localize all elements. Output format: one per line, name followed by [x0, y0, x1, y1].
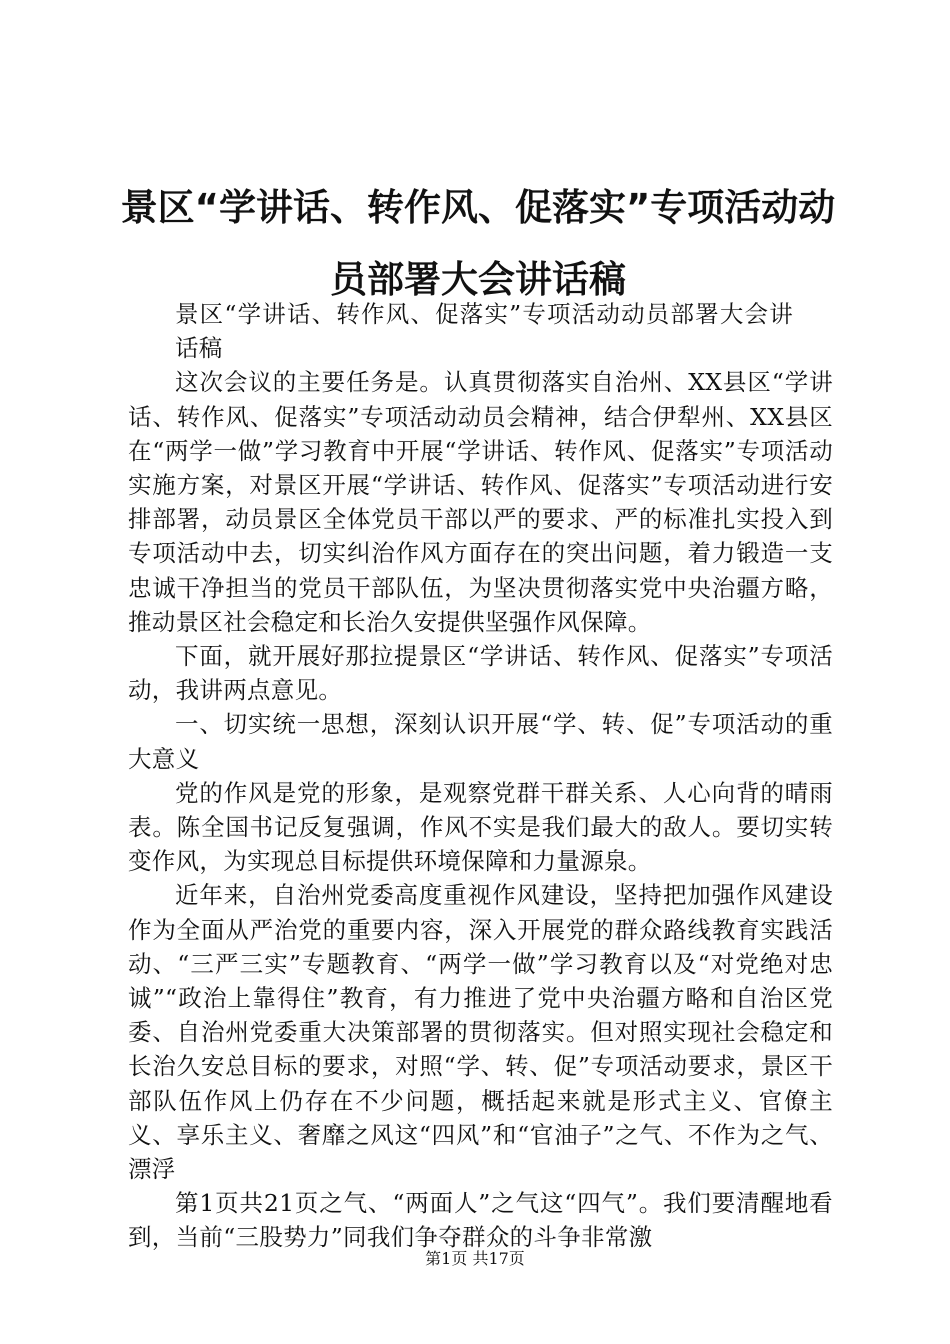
- title-line-2: 员部署大会讲话稿: [330, 258, 626, 301]
- document-body: [128, 297, 833, 1255]
- body-paragraph: 下面，就开展好那拉提景区“学讲话、转作风、促落实”专项活动，我讲两点意见。: [128, 642, 833, 705]
- body-paragraph: 近年来，自治州党委高度重视作风建设，坚持把加强作风建设作为全面从严治党的重要内容，深入开展党的群众路线教育实践活动、“三严三实”专题教育、“两学一做”学习教育以及“对党绝对忠诚”“政治上靠得住”教育，有力推进了党中央治疆方略和自治区党委、自治州党委重大决策部署的贯彻落实。但对照实现社会稳定和长治久安总目标的要求，对照“学、转、促”专项活动要求，景区干部队伍作风上仍存在不少问题，概括起来就是形式主义、官僚主义、享乐主义、奢靡之风这“四风”和“官油子”之气、不作为之气、漂浮: [128, 881, 833, 1184]
- section-heading: 一、切实统一思想，深刻认识开展“学、转、促”专项活动的重大意义: [128, 710, 833, 773]
- document-title: [118, 172, 838, 316]
- page-footer: 第1页 共17页: [425, 1249, 525, 1268]
- title-line-1: 景区“学讲话、转作风、促落实”专项活动动: [120, 186, 836, 229]
- body-paragraph: 这次会议的主要任务是。认真贯彻落实自治州、XX县区“学讲话、转作风、促落实”专项活动动员会精神，结合伊犁州、XX县区在“两学一做”学习教育中开展“学讲话、转作风、促落实”专项活动实施方案，对景区开展“学讲话、转作风、促落实”专项活动进行安排部署，动员景区全体党员干部以严的要求、严的标准扎实投入到专项活动中去，切实纠治作风方面存在的突出问题，着力锻造一支忠诚干净担当的党员干部队伍，为坚决贯彻落实党中央治疆方略，推动景区社会稳定和长治久安提供坚强作风保障。: [128, 368, 833, 636]
- subtitle-paragraph: 景区“学讲话、转作风、促落实”专项活动动员部署大会讲话稿: [175, 300, 793, 363]
- body-paragraph: 党的作风是党的形象，是观察党群干群关系、人心向背的晴雨表。陈全国书记反复强调，作风不实是我们最大的敌人。要切实转变作风，为实现总目标提供环境保障和力量源泉。: [128, 778, 833, 876]
- body-paragraph: 第1页共21页之气、“两面人”之气这“四气”。我们要清醒地看到，当前“三股势力”同我们争夺群众的斗争非常激: [128, 1189, 833, 1252]
